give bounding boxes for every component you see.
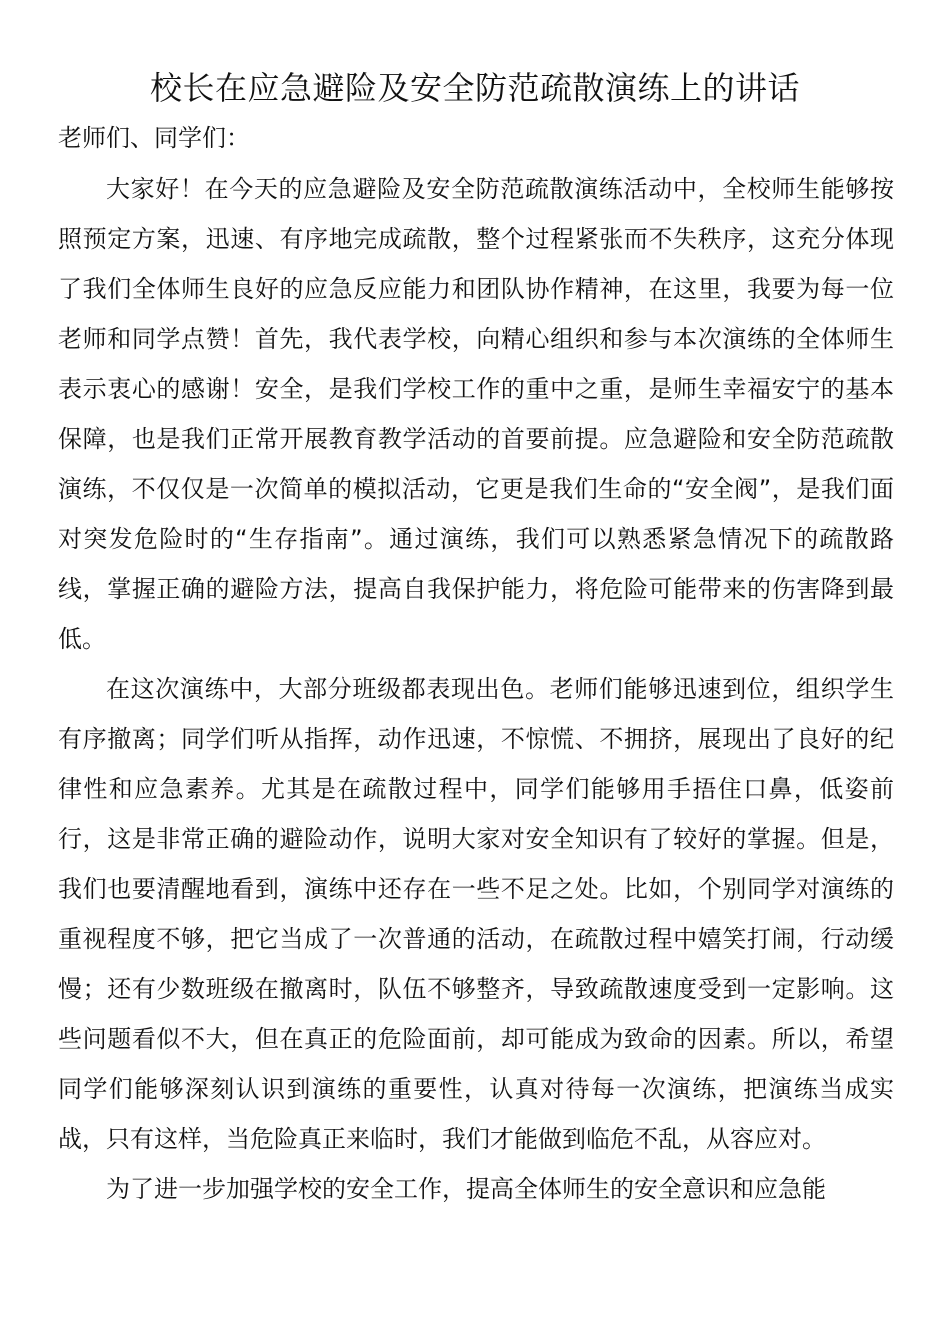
document-body <box>58 118 894 1214</box>
document-title: 校长在应急避险及安全防范疏散演练上的讲话 <box>149 69 800 107</box>
salutation: 老师们、同学们： <box>58 124 250 152</box>
paragraph-2: 在这次演练中，大部分班级都表现出色。老师们能够迅速到位，组织学生有序撤离；同学们听从指挥，动作迅速，不惊慌、不拥挤，展现出了良好的纪律性和应急素养。尤其是在疏散过程中，同学们能够用手捂住口鼻，低姿前行，这是非常正确的避险动作，说明大家对安全知识有了较好的掌握。但是，我们也要清醒地看到，演练中还存在一些不足之处。比如，个别同学对演练的重视程度不够，把它当成了一次普通的活动，在疏散过程中嬉笑打闹，行动缓慢；还有少数班级在撤离时，队伍不够整齐，导致疏散速度受到一定影响。这些问题看似不大，但在真正的危险面前，却可能成为致命的因素。所以，希望同学们能够深刻认识到演练的重要性，认真对待每一次演练，把演练当成实战，只有这样，当危险真正来临时，我们才能做到临危不乱，从容应对。 <box>58 675 894 1153</box>
paragraph-3: 为了进一步加强学校的安全工作，提高全体师生的安全意识和应急能 <box>106 1175 826 1203</box>
paragraph-1: 大家好！在今天的应急避险及安全防范疏散演练活动中，全校师生能够按照预定方案，迅速、有序地完成疏散，整个过程紧张而不失秩序，这充分体现了我们全体师生良好的应急反应能力和团队协作精神，在这里，我要为每一位老师和同学点赞！首先，我代表学校，向精心组织和参与本次演练的全体师生表示衷心的感谢！安全，是我们学校工作的重中之重，是师生幸福安宁的基本保障，也是我们正常开展教育教学活动的首要前提。应急避险和安全防范疏散演练，不仅仅是一次简单的模拟活动，它更是我们生命的“安全阀”，是我们面对突发危险时的“生存指南”。通过演练，我们可以熟悉紧急情况下的疏散路线，掌握正确的避险方法，提高自我保护能力，将危险可能带来的伤害降到最低。 <box>58 175 894 653</box>
